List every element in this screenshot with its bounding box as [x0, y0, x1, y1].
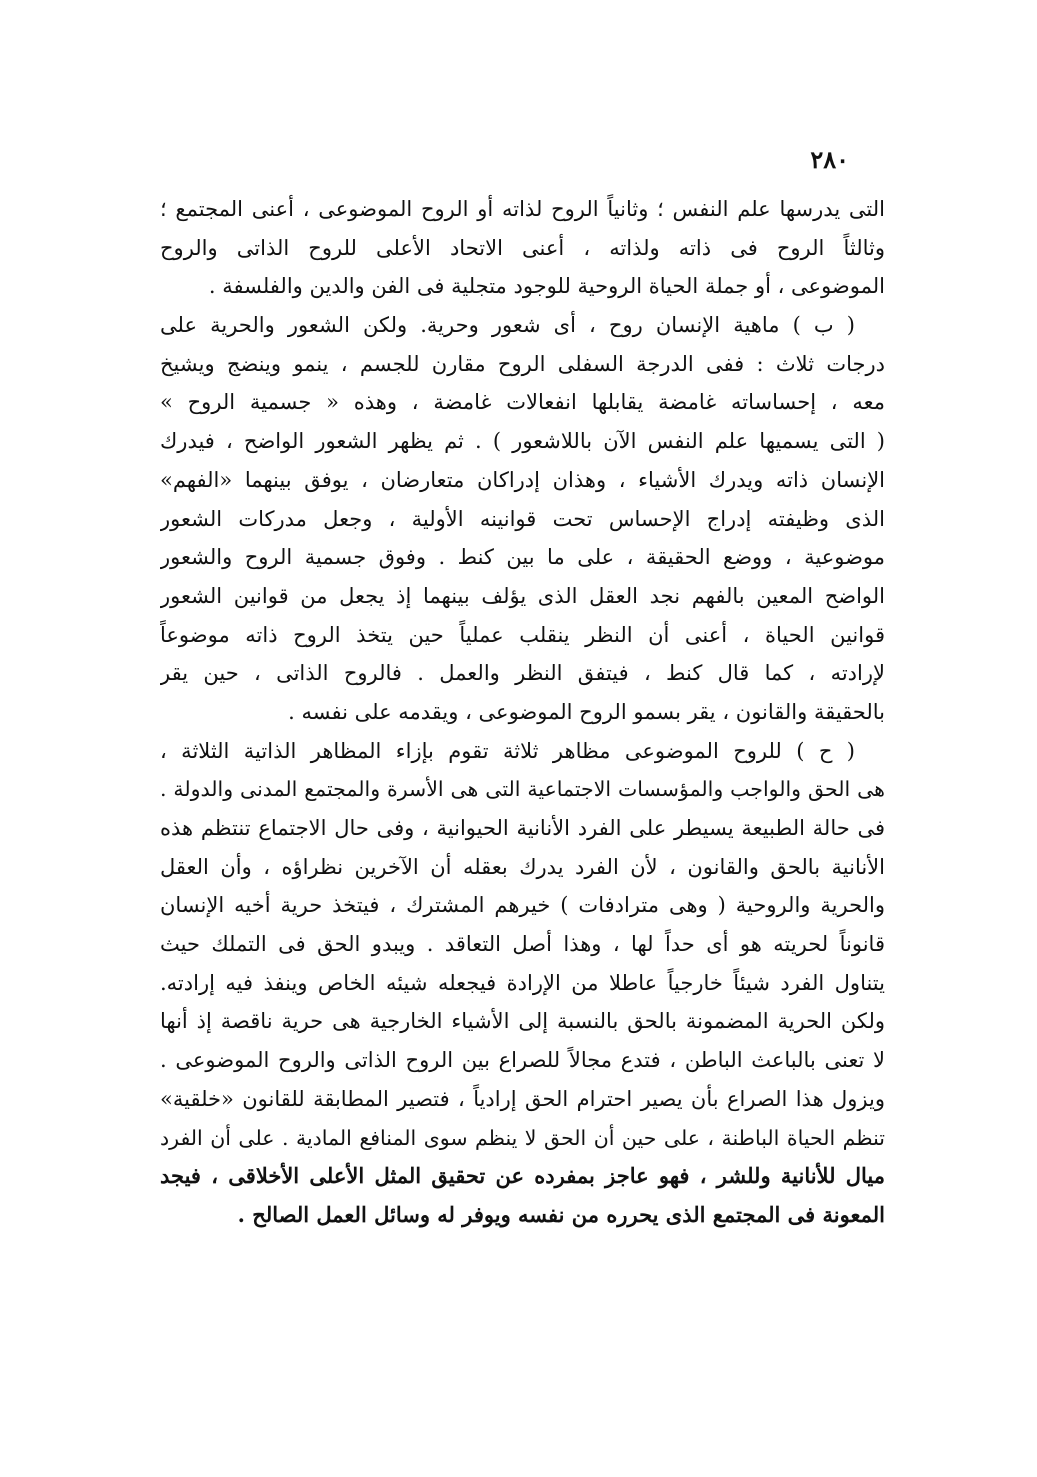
text-line: الإنسان ذاته ويدرك الأشياء ، وهذان إدراكان متعارضان ، يوفق بينهما «الفهم» — [160, 467, 885, 492]
text-line: يتناول الفرد شيئاً خارجياً عاطلا من الإرادة فيجعله شيئه الخاص وينفذ فيه إرادته. — [160, 970, 885, 995]
text-line: هى الحق والواجب والمؤسسات الاجتماعية التى هى الأسرة والمجتمع المدنى والدولة . — [160, 777, 885, 802]
text-line: بالحقيقة والقانون ، يقر بسمو الروح الموضوعى ، ويقدمه على نفسه . — [288, 699, 885, 724]
paragraph-b-start: ( ب ) ماهية الإنسان روح ، أى شعور وحرية. ولكن الشعور والحرية على — [160, 313, 855, 338]
text-line: الأنانية بالحق والقانون ، لأن الفرد يدرك بعقله أن الآخرين نظراؤه ، وأن العقل — [160, 854, 885, 879]
text-line: الموضوعى ، أو جملة الحياة الروحية للوجود متجلية فى الفن والدين والفلسفة . — [208, 274, 885, 299]
text-line: موضوعية ، ووضع الحقيقة ، على ما بين كنط . وفوق جسمية الروح والشعور — [160, 545, 885, 570]
text-line: ولكن الحرية المضمونة بالحق بالنسبة إلى الأشياء الخارجية هى حرية ناقصة إذ أنها — [160, 1009, 885, 1034]
page-number: ٢٨٠ — [810, 145, 849, 174]
text-line: درجات ثلاث : ففى الدرجة السفلى الروح مقارن للجسم ، ينمو وينضج ويشيخ — [160, 351, 885, 376]
text-line: الواضح المعين بالفهم نجد العقل الذى يؤلف بينهما إذ يجعل من قوانين الشعور — [160, 583, 885, 608]
text-line: لا تعنى بالباعث الباطن ، فتدع مجالاً للصراع بين الروح الذاتى والروح الموضوعى . — [160, 1048, 885, 1073]
text-line: قانوناً لحريته هو أى حداً لها ، وهذا أصل التعاقد . ويبدو الحق فى التملك حيث — [160, 932, 885, 957]
text-line: تنظم الحياة الباطنة ، على حين أن الحق لا ينظم سوى المنافع المادية . على أن الفرد — [160, 1125, 885, 1150]
text-line: ويزول هذا الصراع بأن يصير احترام الحق إرادياً ، فتصير المطابقة للقانون «خلقية» — [160, 1086, 885, 1111]
paragraph-h-start: ( ح ) للروح الموضوعى مظاهر ثلاثة تقوم بإزاء المظاهر الذاتية الثلاثة ، — [160, 738, 855, 763]
text-line: المعونة فى المجتمع الذى يحرره من نفسه ويوفر له وسائل العمل الصالح . — [237, 1201, 885, 1227]
text-line: معه ، إحساساته غامضة يقابلها انفعالات غامضة ، وهذه « جسمية الروح » — [160, 390, 885, 415]
text-line: قوانين الحياة ، أعنى أن النظر ينقلب عملياً حين يتخذ الروح ذاته موضوعاً — [160, 622, 885, 647]
text-line: ( التى يسميها علم النفس الآن باللاشعور ) . ثم يظهر الشعور الواضح ، فيدرك — [160, 429, 885, 454]
text-line: فى حالة الطبيعة يسيطر على الفرد الأنانية الحيوانية ، وفى حال الاجتماع تنتظم هذه — [160, 816, 885, 840]
text-line: والحرية والروحية ( وهى مترادفات ) خيرهم المشترك ، فيتخذ حرية أخيه الإنسان — [160, 893, 885, 918]
text-line: وثالثاً الروح فى ذاته ولذاته ، أعنى الاتحاد الأعلى للروح الذاتى والروح — [160, 235, 885, 260]
text-line: لإرادته ، كما قال كنط ، فيتفق النظر والعمل . فالروح الذاتى ، حين يقر — [160, 661, 885, 686]
text-line: ميال للأنانية وللشر ، فهو عاجز بمفرده عن تحقيق المثل الأعلى الأخلاقى ، فيجد — [160, 1163, 885, 1189]
text-line: التى يدرسها علم النفس ؛ وثانياً الروح لذاته أو الروح الموضوعى ، أعنى المجتمع ؛ — [160, 197, 885, 221]
text-line: الذى وظيفته إدراج الإحساس تحت قوانينه الأولية ، وجعل مدركات الشعور — [160, 506, 885, 531]
body-text — [160, 190, 885, 1235]
